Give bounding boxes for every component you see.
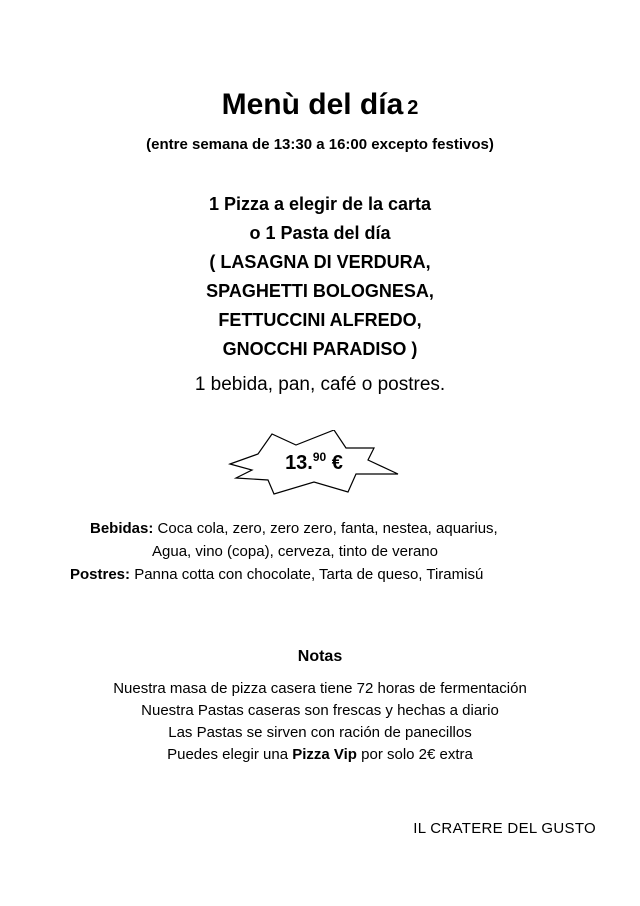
note-line bbox=[0, 744, 640, 766]
note-line4-suffix: por solo 2€ extra bbox=[361, 746, 473, 763]
menu-title-number: 2 bbox=[407, 97, 419, 119]
offer-line: SPAGHETTI BOLOGNESA, bbox=[206, 281, 434, 301]
note-line4-bold: Pizza Vip bbox=[292, 746, 357, 763]
menu-title-text: Menù del día bbox=[221, 88, 404, 121]
offer-list bbox=[0, 190, 640, 364]
notes-list bbox=[0, 678, 640, 766]
restaurant-signature: IL CRATERE DEL GUSTO bbox=[413, 820, 596, 837]
menu-schedule: (entre semana de 13:30 a 16:00 excepto festivos) bbox=[146, 136, 494, 153]
postres-line bbox=[70, 564, 483, 586]
note-line4-prefix: Puedes elegir una bbox=[167, 746, 289, 763]
offer-line: ( LASAGNA DI VERDURA, bbox=[209, 252, 431, 272]
bebidas-line1 bbox=[90, 518, 498, 540]
offer-line: 1 Pizza a elegir de la carta bbox=[208, 194, 432, 214]
offer-line: o 1 Pasta del día bbox=[249, 223, 391, 243]
bebidas-text: Coca cola, zero, zero zero, fanta, nestea, aquarius, bbox=[157, 520, 498, 537]
postres-label: Postres: bbox=[70, 566, 131, 583]
bebidas-label: Bebidas: bbox=[90, 520, 154, 537]
menu-title bbox=[0, 88, 640, 122]
note-line: Nuestra masa de pizza casera tiene 72 horas de fermentación bbox=[113, 680, 527, 697]
offer-line: FETTUCCINI ALFREDO, bbox=[218, 310, 422, 330]
note-line: Nuestra Pastas caseras son frescas y hechas a diario bbox=[141, 702, 499, 719]
price-cents: 90 bbox=[312, 450, 327, 464]
price-value bbox=[228, 450, 400, 475]
note-line: Las Pastas se sirven con ración de panecillos bbox=[168, 724, 472, 741]
postres-text: Panna cotta con chocolate, Tarta de queso, Tiramisú bbox=[134, 566, 484, 583]
price-badge bbox=[228, 430, 400, 496]
bebidas-line2: Agua, vino (copa), cerveza, tinto de verano bbox=[152, 543, 438, 560]
price-currency: € bbox=[331, 452, 343, 474]
menu-extras: 1 bebida, pan, café o postres. bbox=[194, 374, 446, 395]
notes-title: Notas bbox=[297, 648, 343, 665]
offer-line: GNOCCHI PARADISO ) bbox=[222, 339, 418, 359]
price-main: 13. bbox=[285, 452, 313, 474]
